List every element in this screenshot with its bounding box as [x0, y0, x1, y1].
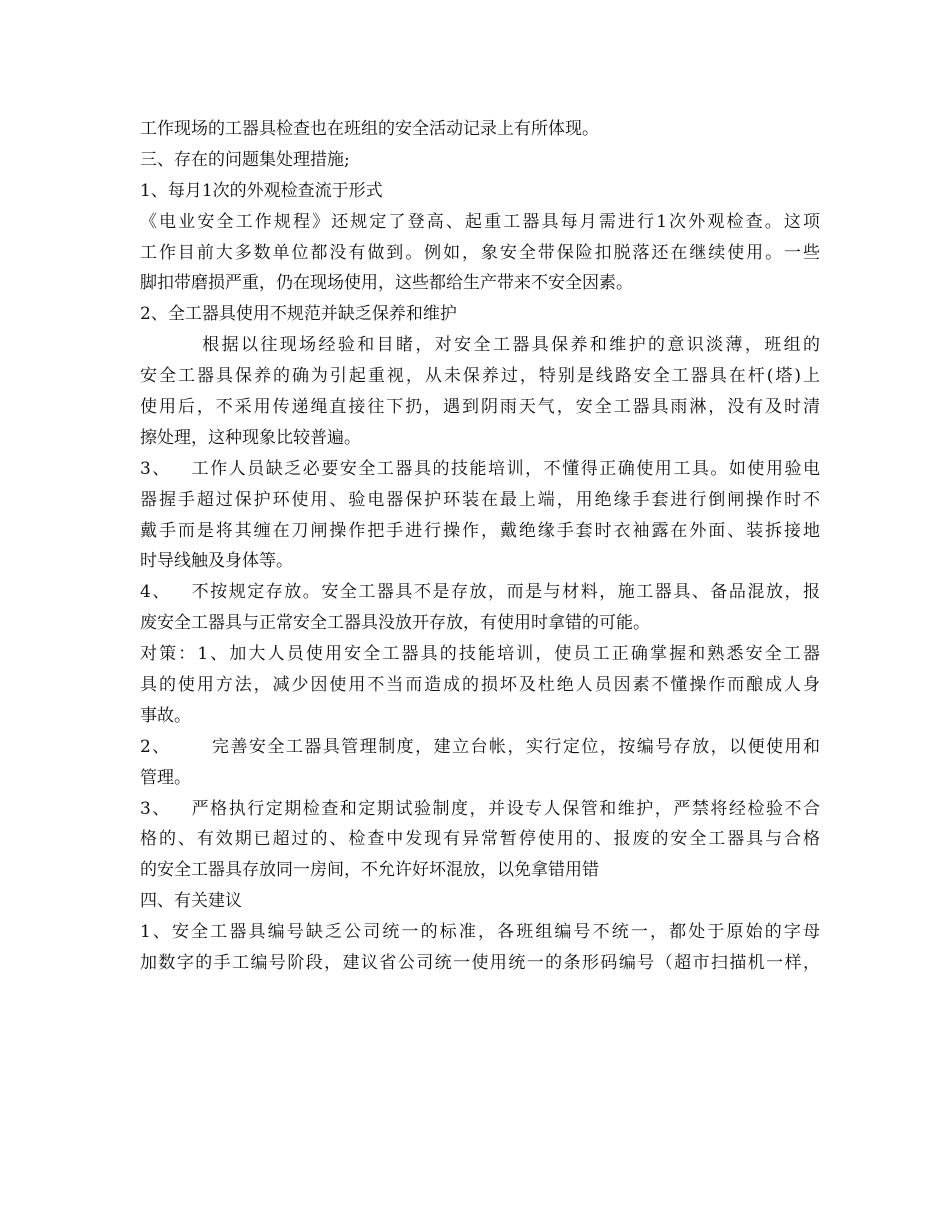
text-line: 废安全工器具与正常安全工器具没放开存放，有使用时拿错的可能。 [140, 613, 650, 634]
text-line: 1、安全工器具编号缺乏公司统一的标准，各班组编号不统一，都处于原始的字母 [140, 922, 820, 943]
text-line: 格的、有效期已超过的、检查中发现有异常暂停使用的、报废的安全工器具与合格 [140, 829, 820, 850]
document-body [140, 114, 820, 979]
text-line: 事故。 [140, 705, 191, 726]
text-line: 《电业安全工作规程》还规定了登高、起重工器具每月需进行1次外观检查。这项 [140, 211, 820, 232]
text-line: 戴手而是将其缠在刀闸操作把手进行操作，戴绝缘手套时衣袖露在外面、装拆接地 [140, 520, 820, 541]
text-line: 加数字的手工编号阶段，建议省公司统一使用统一的条形码编号（超市扫描机一样， [140, 953, 820, 974]
text-line: 工作目前大多数单位都没有做到。例如，象安全带保险扣脱落还在继续使用。一些 [140, 242, 820, 263]
section-heading: 四、有关建议 [140, 891, 242, 912]
subsection-heading: 2、全工器具使用不规范并缺乏保养和维护 [140, 304, 457, 325]
text-line: 3、 工作人员缺乏必要安全工器具的技能培训，不懂得正确使用工具。如使用验电 [140, 458, 820, 479]
text-line: 使用后，不采用传递绳直接往下扔，遇到阴雨天气，安全工器具雨淋，没有及时清 [140, 397, 820, 418]
text-line: 时导线触及身体等。 [140, 551, 293, 572]
text-line: 擦处理，这种现象比较普遍。 [140, 427, 361, 448]
text-line: 工作现场的工器具检查也在班组的安全活动记录上有所体现。 [140, 119, 599, 139]
text-line: 具的使用方法，减少因使用不当而造成的损坏及杜绝人员因素不懂操作而酿成人身 [140, 675, 820, 696]
text-line: 器握手超过保护环使用、验电器保护环装在最上端，用绝缘手套进行倒闸操作时不 [140, 489, 820, 510]
text-line: 2、 完善安全工器具管理制度，建立台帐，实行定位，按编号存放，以便使用和 [140, 736, 820, 757]
text-line: 安全工器具保养的确为引起重视，从未保养过，特别是线路安全工器具在杆(塔)上 [140, 366, 820, 387]
text-line: 3、 严格执行定期检查和定期试验制度，并设专人保管和维护，严禁将经检验不合 [140, 798, 820, 819]
text-line: 的安全工器具存放同一房间，不允许好坏混放，以免拿错用错 [140, 860, 599, 881]
text-line: 脚扣带磨损严重，仍在现场使用，这些都给生产带来不安全因素。 [140, 273, 633, 294]
text-line: 对策：1、加大人员使用安全工器具的技能培训，使员工正确掌握和熟悉安全工器 [140, 644, 820, 665]
text-line: 根据以往现场经验和目睹，对安全工器具保养和维护的意识淡薄，班组的 [140, 335, 820, 356]
section-heading: 三、存在的问题集处理措施; [140, 149, 350, 170]
text-line: 4、 不按规定存放。安全工器具不是存放，而是与材料，施工器具、备品混放，报 [140, 582, 820, 603]
subsection-heading: 1、每月1次的外观检查流于形式 [140, 180, 383, 201]
text-line: 管理。 [140, 767, 191, 788]
